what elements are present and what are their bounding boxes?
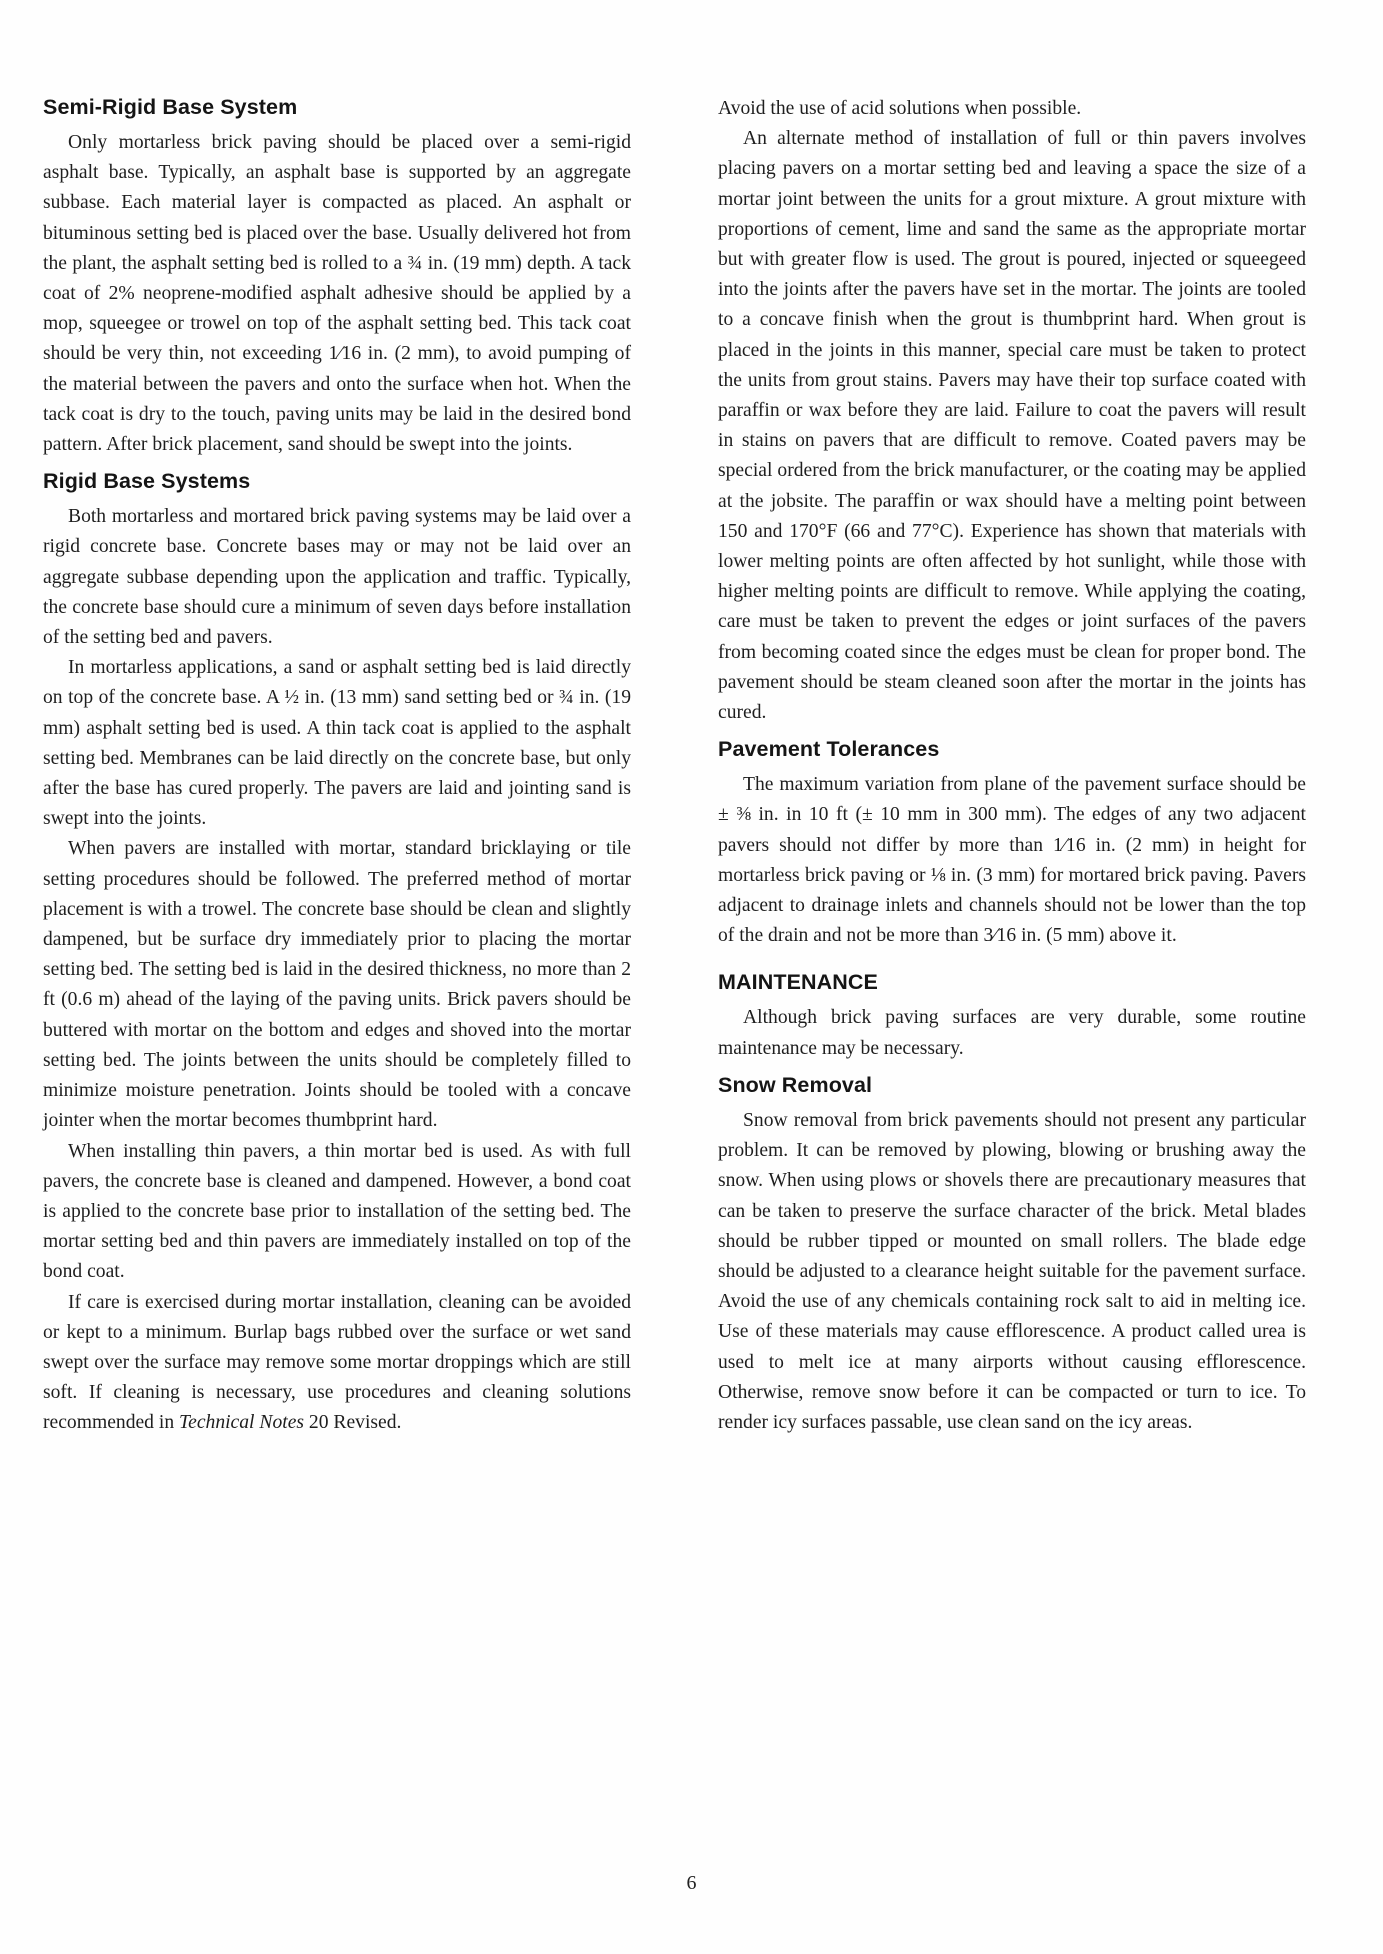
heading-semi-rigid-base-system: Semi-Rigid Base System <box>43 95 298 119</box>
right-column <box>718 94 1306 1438</box>
page-number: 6 <box>686 1872 697 1894</box>
heading-maintenance: MAINTENANCE <box>718 970 878 995</box>
paragraph-rigid-2: In mortarless applications, a sand or asphalt setting bed is laid directly on top of the concrete base. A ½ in. (13 mm) sand setting bed or ¾ in. (19 mm) asphalt setting bed is used. A thin tack coat is applied to the asphalt setting bed. Membranes can be laid directly on the concrete base, but only after the base has cured properly. The pavers are laid and jointing sand is swept into the joints. <box>43 657 631 830</box>
paragraph-maintenance-1: Although brick paving surfaces are very durable, some routine maintenance may be necessary. <box>718 1007 1306 1059</box>
heading-rigid-base-systems: Rigid Base Systems <box>43 469 251 494</box>
paragraph-rigid-1: Both mortarless and mortared brick paving systems may be laid over a rigid concrete base. Concrete bases may or may not be laid over an aggregate subbase depending upon the application and traffic. Typically, the concrete base should cure a minimum of seven days before installation of the setting bed and pavers. <box>43 506 631 649</box>
paragraph-rigid-5 <box>43 1288 631 1439</box>
paragraph-rigid-5-text-a: If care is exercised during mortar installation, cleaning can be avoided or kept to a minimum. Burlap bags rubbed over the surface or wet sand swept over the surface may remove some mortar droppings which are still soft. If cleaning is necessary, use procedures and cleaning solutions recommended in <box>43 1291 631 1434</box>
paragraph-snow-removal-1: Snow removal from brick pavements should not present any particular problem. It can be removed by plowing, blowing or brushing away the snow. When using plows or shovels there are precautionary measures that can be taken to preserve the surface character of the brick. Metal blades should be rubber tipped or mounted on small rollers. The blade edge should be adjusted to a clearance height suitable for the pavement surface. Avoid the use of any chemicals containing rock salt to aid in melting ice. Use of these materials may cause efflorescence. A product called urea is used to melt ice at many airports without causing efflorescence. Otherwise, remove snow before it can be compacted or turn to ice. To render icy surfaces passable, use clean sand on the icy areas. <box>718 1109 1306 1433</box>
paragraph-alternate-method: An alternate method of installation of full or thin pavers involves placing pavers on a mortar setting bed and leaving a space the size of a mortar joint between the units for a grout mixture. A grout mixture with proportions of cement, lime and sand the same as the appropriate mortar but with greater flow is used. The grout is poured, injected or squeegeed into the joints after the pavers have set in the mortar. The joints are tooled to a concave finish when the grout is thumbprint hard. When grout is placed in the joints in this manner, special care must be taken to protect the units from grout stains. Pavers may have their top surface coated with paraffin or wax before they are laid. Failure to coat the pavers will result in stains on pavers that are difficult to remove. Coated pavers may be special ordered from the brick manufacturer, or the coating may be applied at the jobsite. The paraffin or wax should have a melting point between 150 and 170°F (66 and 77°C). Experience has shown that materials with lower melting points are often affected by hot sunlight, while those with higher melting points are difficult to remove. While applying the coating, care must be taken to prevent the edges or joint surfaces of the pavers from becoming coated since the edges must be clean for proper bond. The pavement should be steam cleaned soon after the mortar in the joints has cured. <box>718 128 1306 724</box>
paragraph-semi-rigid-1: Only mortarless brick paving should be placed over a semi-rigid asphalt base. Typically, an asphalt base is supported by an aggregate subbase. Each material layer is compacted as placed. An asphalt or bituminous setting bed is placed over the base. Usually delivered hot from the plant, the asphalt setting bed is rolled to a ¾ in. (19 mm) depth. A tack coat of 2% neoprene-modified asphalt adhesive should be applied by a mop, squeegee or trowel on top of the asphalt setting bed. This tack coat should be very thin, not exceeding 1⁄16 in. (2 mm), to avoid pumping of the material between the pavers and onto the surface when hot. When the tack coat is dry to the touch, paving units may be laid in the desired bond pattern. After brick placement, sand should be swept into the joints. <box>43 132 631 456</box>
heading-snow-removal: Snow Removal <box>718 1072 873 1097</box>
paragraph-continued: Avoid the use of acid solutions when possible. <box>718 98 1082 119</box>
technical-notes-reference: Technical Notes <box>179 1412 305 1434</box>
paragraph-rigid-4: When installing thin pavers, a thin mortar bed is used. As with full pavers, the concrete base is cleaned and dampened. However, a bond coat is applied to the concrete base prior to installation of the setting bed. The mortar setting bed and thin pavers are immediately installed on top of the bond coat. <box>43 1140 631 1283</box>
left-column <box>43 92 631 1439</box>
paragraph-tolerances-1: The maximum variation from plane of the pavement surface should be ± ⅜ in. in 10 ft (± 10 mm in 300 mm). The edges of any two adjacent pavers should not differ by more than 1⁄16 in. (2 mm) in height for mortarless brick paving or ⅛ in. (3 mm) for mortared brick paving. Pavers adjacent to drainage inlets and channels should not be lower than the top of the drain and not be more than 3⁄16 in. (5 mm) above it. <box>718 774 1306 947</box>
paragraph-rigid-5-text-b: 20 Revised. <box>304 1412 402 1434</box>
paragraph-rigid-3: When pavers are installed with mortar, standard bricklaying or tile setting procedures should be followed. The preferred method of mortar placement is with a trowel. The concrete base should be clean and slightly dampened, but be surface dry immediately prior to placing the mortar setting bed. The setting bed is laid in the desired thickness, no more than 2 ft (0.6 m) ahead of the laying of the paving units. Brick pavers should be buttered with mortar on the bottom and edges and shoved into the mortar setting bed. The joints between the units should be completely filled to minimize moisture penetration. Joints should be tooled with a concave jointer when the mortar becomes thumbprint hard. <box>43 838 631 1132</box>
heading-pavement-tolerances: Pavement Tolerances <box>718 737 940 762</box>
